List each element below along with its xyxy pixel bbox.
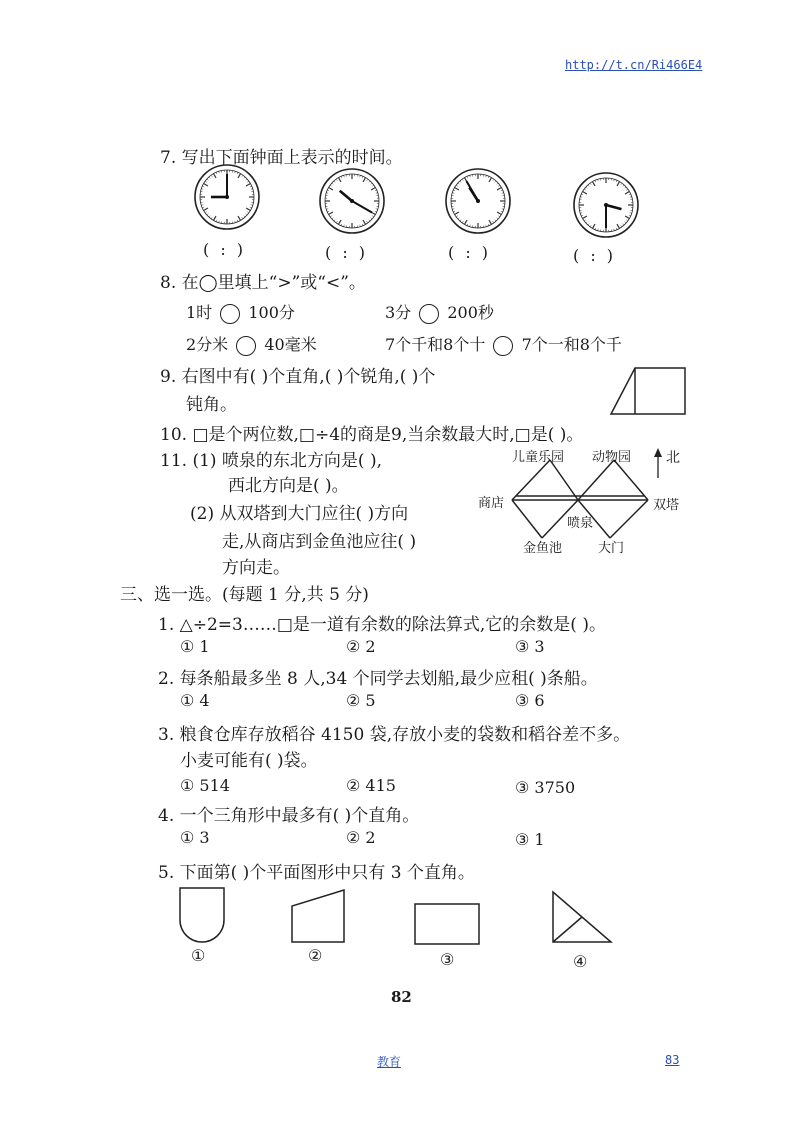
- q8-item-2-left: 3分: [385, 303, 412, 322]
- map-place-playground: 儿童乐园: [512, 450, 565, 465]
- footer-edu-link[interactable]: 教育: [377, 1055, 402, 1069]
- s3-q4-opt1[interactable]: ① 3: [180, 828, 210, 847]
- compare-circle-icon[interactable]: [236, 336, 256, 356]
- page-number: 82: [391, 988, 412, 1006]
- s3-q5-opt3[interactable]: ③: [440, 950, 455, 969]
- q8-title: 8. 在◯里填上“>”或“<”。: [160, 273, 366, 293]
- q8-item-4-right: 7个一和8个千: [521, 335, 622, 354]
- s3-q4-text: 4. 一个三角形中最多有( )个直角。: [158, 806, 420, 826]
- q8-item-2-right: 200秒: [447, 303, 494, 322]
- q11-p2b: 走,从商店到金鱼池应往( ): [222, 532, 417, 552]
- compare-circle-icon[interactable]: [419, 304, 439, 324]
- q7-blank-4: ( : ): [573, 246, 617, 265]
- map-north-label: 北: [666, 450, 680, 466]
- hour-hand: [340, 191, 352, 201]
- section3-title: 三、选一选。(每题 1 分,共 5 分): [120, 585, 369, 605]
- q10-text: 10. □是个两位数,□÷4的商是9,当余数最大时,□是( )。: [160, 425, 584, 445]
- footer-page-link[interactable]: 83: [665, 1053, 680, 1067]
- s3-q1-opt1[interactable]: ① 1: [180, 637, 210, 656]
- compare-circle-icon[interactable]: [493, 336, 513, 356]
- q8-item-3-left: 2分米: [186, 335, 229, 354]
- s3-q4-opt2[interactable]: ② 2: [346, 828, 376, 847]
- q9-line1: 9. 右图中有( )个直角,( )个锐角,( )个: [160, 367, 436, 387]
- s3-q3-opt3[interactable]: ③ 3750: [515, 778, 576, 797]
- s3-q4-opt3[interactable]: ③ 1: [515, 830, 545, 849]
- shape-4-triangle: [549, 888, 619, 948]
- s3-q2-text: 2. 每条船最多坐 8 人,34 个同学去划船,最少应租( )条船。: [158, 669, 598, 689]
- map-place-shop: 商店: [478, 496, 505, 511]
- compare-circle-icon[interactable]: [220, 304, 240, 324]
- s3-q5-opt1[interactable]: ①: [191, 946, 206, 965]
- s3-q1-opt2[interactable]: ② 2: [346, 637, 376, 656]
- s3-q5-text: 5. 下面第( )个平面图形中只有 3 个直角。: [158, 863, 475, 883]
- s3-q5-opt4[interactable]: ④: [573, 952, 588, 971]
- map-place-twin-towers: 双塔: [653, 498, 680, 513]
- q8-item-3: [186, 332, 317, 356]
- clock-face-icon: [195, 165, 259, 229]
- shape-1-u-figure: [178, 886, 228, 946]
- q8-item-1: [186, 300, 295, 324]
- shape-2-trapezoid: [289, 888, 359, 948]
- q8-item-1-right: 100分: [248, 303, 295, 322]
- s3-q3-opt1[interactable]: ① 514: [180, 776, 230, 795]
- hour-hand: [606, 205, 621, 209]
- hour-hand: [469, 188, 478, 201]
- q11-p2c: 方向走。: [222, 558, 290, 578]
- q11-p1a: 11. (1) 喷泉的东北方向是( ),: [160, 451, 382, 471]
- s3-q3-text2: 小麦可能有( )袋。: [180, 751, 318, 771]
- q11-p1b: 西北方向是( )。: [228, 476, 349, 496]
- s3-q5-opt2[interactable]: ②: [308, 946, 323, 965]
- q7-blank-2: ( : ): [325, 243, 369, 262]
- clock-face-icon: [574, 173, 638, 237]
- map-place-fountain: 喷泉: [567, 516, 594, 531]
- q7-clocks: [0, 163, 800, 253]
- q8-item-1-left: 1时: [186, 303, 213, 322]
- q7-title: 7. 写出下面钟面上表示的时间。: [160, 148, 403, 168]
- header-url-link[interactable]: http://t.cn/Ri466E4: [565, 58, 703, 72]
- map-place-zoo: 动物园: [592, 450, 632, 465]
- q8-item-3-right: 40毫米: [264, 335, 317, 354]
- clock-face-icon: [446, 169, 510, 233]
- s3-q2-opt1[interactable]: ① 4: [180, 691, 210, 710]
- s3-q3-opt2[interactable]: ② 415: [346, 776, 396, 795]
- s3-q3-text: 3. 粮食仓库存放稻谷 4150 袋,存放小麦的袋数和稻谷差不多。: [158, 725, 631, 745]
- map-place-fish-pond: 金鱼池: [523, 541, 563, 556]
- s3-q1-opt3[interactable]: ③ 3: [515, 637, 545, 656]
- clock-face-icon: [320, 169, 384, 233]
- q9-figure: [609, 366, 689, 416]
- q7-blank-3: ( : ): [448, 243, 492, 262]
- q8-item-4-left: 7个千和8个十: [385, 335, 486, 354]
- minute-hand: [352, 201, 372, 213]
- s3-q2-opt3[interactable]: ③ 6: [515, 691, 545, 710]
- q7-blank-1: ( : ): [203, 240, 247, 259]
- q8-item-2: [385, 300, 494, 324]
- shape-3-rectangle: [413, 902, 483, 952]
- q9-line2: 钝角。: [186, 395, 237, 415]
- q11-p2a: (2) 从双塔到大门应往( )方向: [190, 504, 409, 524]
- map-place-gate: 大门: [598, 541, 625, 556]
- s3-q1-text: 1. △÷2=3……□是一道有余数的除法算式,它的余数是( )。: [158, 615, 606, 635]
- q8-item-4: [385, 332, 622, 356]
- s3-q2-opt2[interactable]: ② 5: [346, 691, 376, 710]
